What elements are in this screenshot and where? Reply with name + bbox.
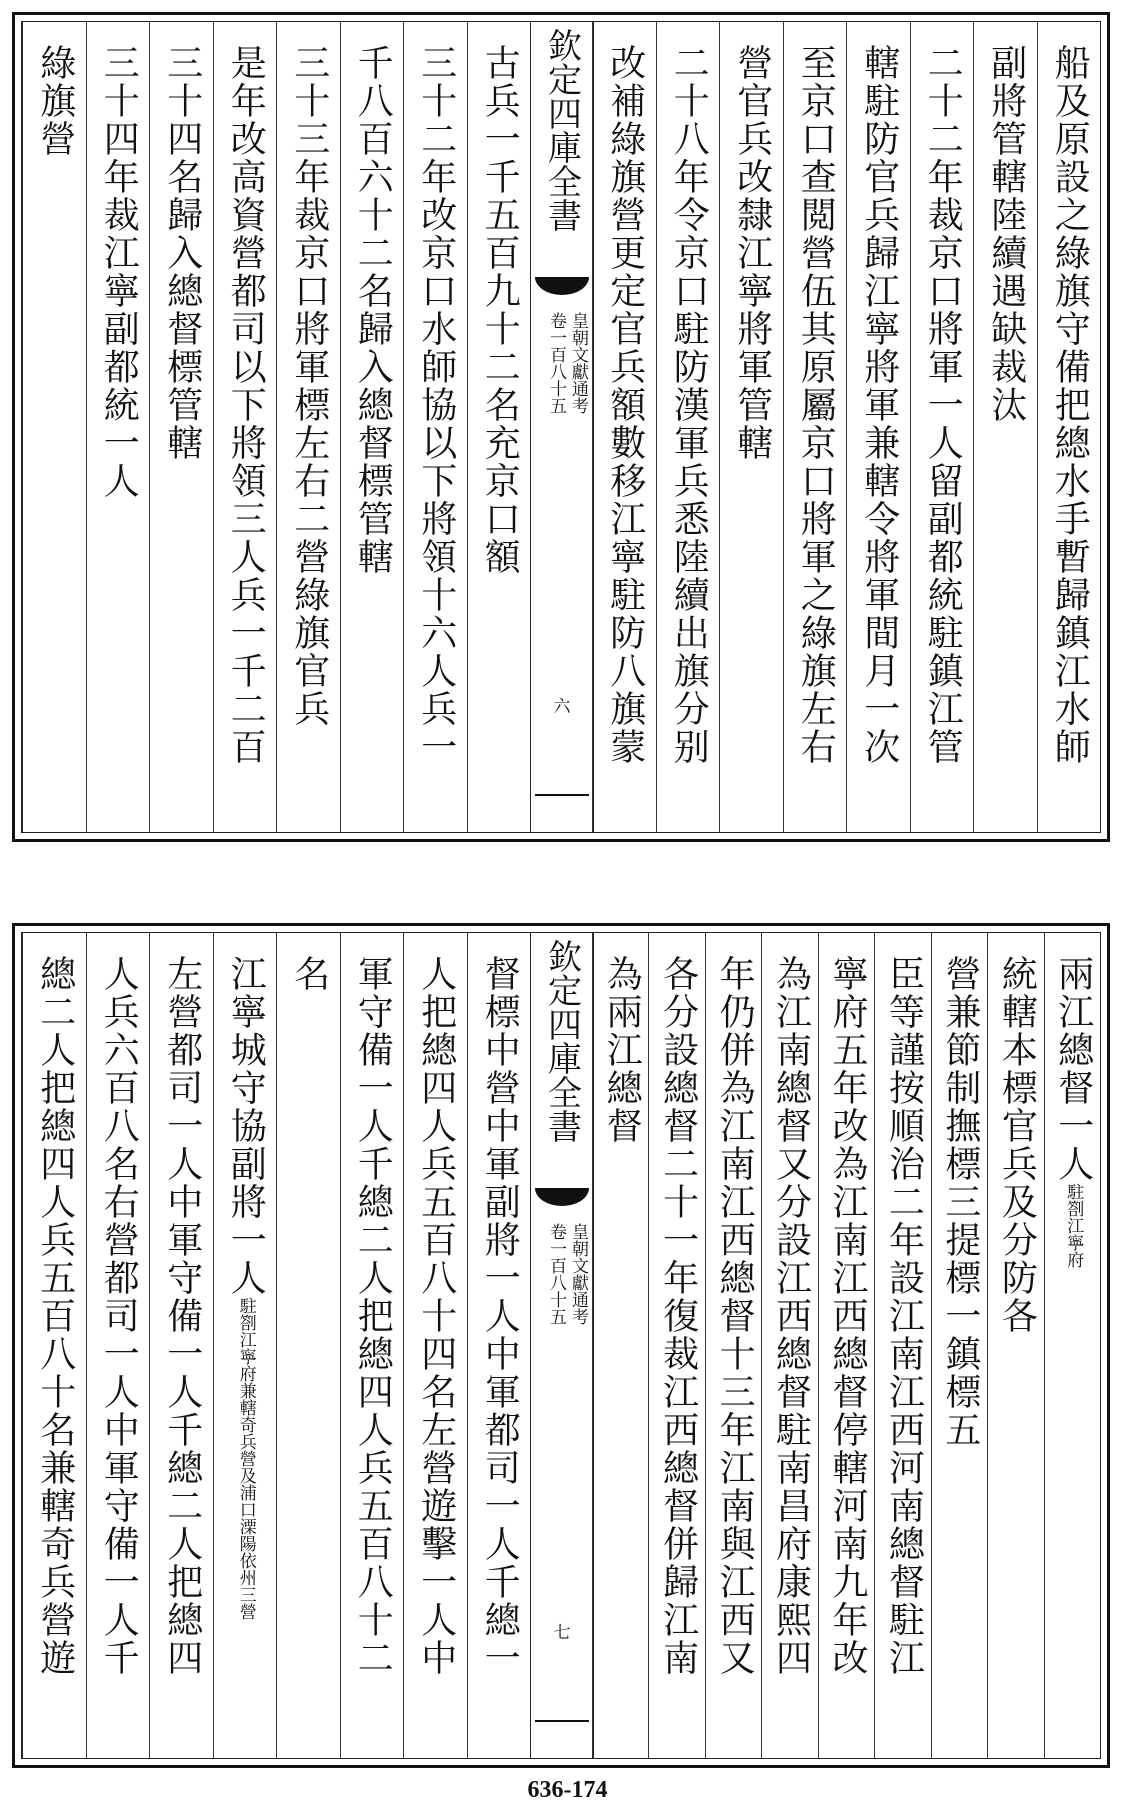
top-column-text: 轄駐防官兵歸江寧將軍兼轄令將軍間月一次 [858,44,900,766]
top-text-column [656,22,721,832]
top-column-text: 古兵一千五百九十二名充京口額 [479,44,521,576]
top-text-column [783,22,848,832]
top-column-text: 副將管轄陸續遇缺裁汰 [985,44,1027,424]
top-column-text: 千八百六十二名歸入總督標管轄 [352,44,394,576]
bottom-center-fold [530,933,594,1758]
top-text-column [592,22,657,832]
bottom-column-text: 年仍併為江南江西總督十三年江南與江西又 [714,955,756,1677]
top-column-text: 三十三年裁京口將軍標左右二營綠旗官兵 [288,44,330,728]
bottom-text-column [931,933,988,1758]
bottom-text-column [818,933,875,1758]
bottom-annotation-note: 駐劄江寧府 [1063,1183,1084,1268]
top-text-column [22,22,87,832]
top-text-column [340,22,405,832]
bottom-column-text: 營兼節制撫標三提標一鎮標五 [939,955,981,1449]
top-fish-tail-mark [535,277,589,295]
top-book-title: 欽定四庫全書 [541,28,582,232]
bottom-text-column [149,933,214,1758]
top-source-label: 皇朝文獻通考 [568,312,588,414]
top-column-text: 改補綠旗營更定官兵額數移江寧駐防八旗蒙 [604,44,646,766]
bottom-text-column [276,933,341,1758]
top-text-column [846,22,911,832]
bottom-column-text: 人兵六百八名右營都司一人中軍守備一人千 [98,955,140,1677]
top-column-text: 是年改高資營都司以下將領三人兵一千二百 [225,44,267,766]
top-text-column [86,22,151,832]
bottom-text-column [213,933,278,1758]
bottom-column-text: 統轄本標官兵及分防各 [996,955,1038,1335]
top-text-column [910,22,975,832]
top-column-text: 三十二年改京口水師協以下將領十六人兵一 [415,44,457,766]
bottom-column-text: 軍守備一人千總二人把總四人兵五百八十二 [352,955,394,1677]
bottom-text-column [761,933,818,1758]
top-bottom-mark [535,794,589,804]
bottom-column-text: 寧府五年改為江南江西總督停轄河南九年改 [826,955,868,1677]
bottom-annotation-note: 駐劄江寧府兼轄奇兵營及浦口溧陽依州三營 [235,1297,256,1620]
bottom-text-column [467,933,532,1758]
top-column-text: 二十二年裁京口將軍一人留副都統駐鎮江管 [922,44,964,766]
bottom-text-column [86,933,151,1758]
bottom-page [12,923,1110,1768]
top-page [12,12,1110,842]
bottom-column-text: 臣等謹按順治二年設江南江西河南總督駐江 [883,955,925,1677]
bottom-column-text: 左營都司一人中軍守備一人千總二人把總四 [161,955,203,1677]
top-text-column [973,22,1038,832]
top-column-text: 綠旗營 [34,44,76,158]
top-text-column [403,22,468,832]
bottom-book-title: 欽定四庫全書 [541,939,582,1143]
top-column-text: 至京口查閲營伍其原屬京口將軍之綠旗左右 [795,44,837,766]
top-column-text: 二十八年令京口駐防漢軍兵悉陸續出旗分别 [668,44,710,766]
bottom-column-text: 名 [288,955,330,993]
bottom-text-column [22,933,87,1758]
bottom-text-column [403,933,468,1758]
top-column-text: 三十四名歸入總督標管轄 [161,44,203,462]
bottom-text-column [705,933,762,1758]
top-text-column [149,22,214,832]
bottom-page-frame [21,932,1101,1759]
bottom-text-column [987,933,1044,1758]
top-volume-label: 卷一百八十五 [546,312,566,414]
top-center-fold [530,22,594,832]
bottom-source-label: 皇朝文獻通考 [568,1223,588,1325]
bottom-fish-tail-mark [535,1188,589,1206]
bottom-volume-label: 卷一百八十五 [546,1223,566,1325]
bottom-column-text: 各分設總督二十一年復裁江西總督併歸江南 [657,955,699,1677]
top-text-column [719,22,784,832]
bottom-column-text: 總二人把總四人兵五百八十名兼轄奇兵營遊 [34,955,76,1677]
bottom-column-text: 為兩江總督 [601,955,643,1145]
bottom-text-column [592,933,649,1758]
top-folio-number: 六 [553,697,571,717]
top-text-column [467,22,532,832]
bottom-column-text: 為江南總督又分設江西總督駐南昌府康熙四 [770,955,812,1677]
top-text-column [1037,22,1102,832]
bottom-text-column [648,933,705,1758]
bottom-column-text: 兩江總督一人 [1052,955,1094,1183]
bottom-bottom-mark [535,1720,589,1730]
bottom-folio-number: 七 [553,1623,571,1643]
top-text-column [276,22,341,832]
bottom-text-column [1044,933,1101,1758]
top-column-text: 營官兵改隸江寧將軍管轄 [731,44,773,462]
page-number: 636-174 [527,1777,608,1803]
top-column-text: 船及原設之綠旗守備把總水手暫歸鎮江水師 [1049,44,1091,766]
bottom-column-text: 江寧城守協副將一人 [225,955,267,1297]
top-text-column [213,22,278,832]
bottom-text-column [874,933,931,1758]
top-column-text: 三十四年裁江寧副都統一人 [98,44,140,500]
bottom-column-text: 人把總四人兵五百八十四名左營遊擊一人中 [415,955,457,1677]
top-page-frame [21,21,1101,833]
bottom-text-column [340,933,405,1758]
bottom-column-text: 督標中營中軍副將一人中軍都司一人千總一 [479,955,521,1677]
